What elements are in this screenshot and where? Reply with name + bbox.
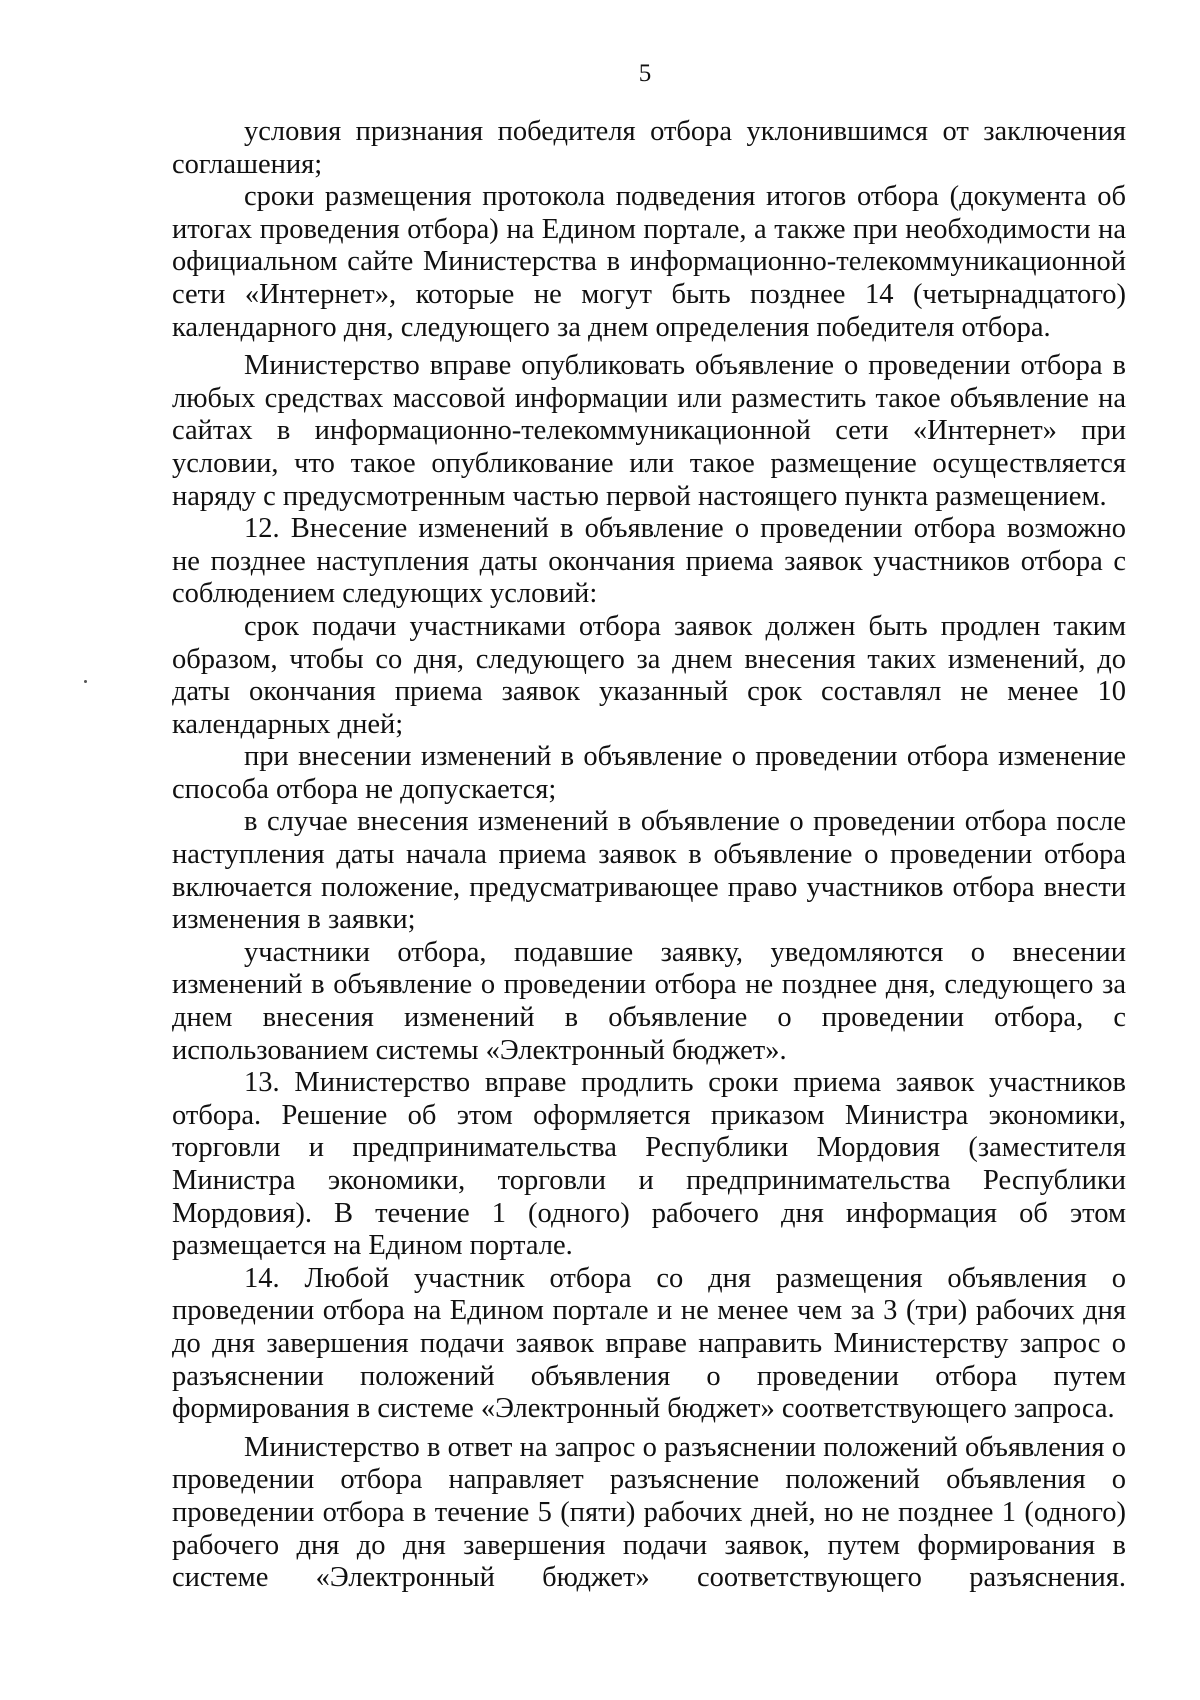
- paragraph-protocol-publication-terms: сроки размещения протокола подведения итогов отбора (документа об итогах проведения отбора) на Едином портале, а также при необходимости на официальном сайте Министерства в информационно-телекоммуникационной сети «Интернет», которые не могут быть позднее 14 (четырнадцатого) календарного дня, следующего за днем определения победителя отбора.: [172, 181, 1126, 343]
- paragraph-winner-evasion-conditions: условия признания победителя отбора уклонившимся от заключения соглашения;: [172, 116, 1126, 180]
- paragraph-item-13-term-extension: 13. Министерство вправе продлить сроки приема заявок участников отбора. Решение об этом оформляется приказом Министра экономики, торговли и предпринимательства Республики Мордовия (заместителя Министра экономики, торговли и предпринимательства Республики Мордовия). В течение 1 (одного) рабочего дня информация об этом размещается на Едином портале.: [172, 1067, 1126, 1262]
- paragraph-item-12-amendments: 12. Внесение изменений в объявление о проведении отбора возможно не позднее наступления даты окончания приема заявок участников отбора с соблюдением следующих условий:: [172, 513, 1126, 610]
- paragraph-application-changes-right: в случае внесения изменений в объявление о проведении отбора после наступления даты начала приема заявок в объявление о проведении отбора включается положение, предусматривающее право участников отбора внести изменения в заявки;: [172, 806, 1126, 936]
- document-body: [172, 116, 1126, 1595]
- paragraph-method-change-prohibited: при внесении изменений в объявление о проведении отбора изменение способа отбора не допускается;: [172, 741, 1126, 805]
- scan-speck: [84, 680, 87, 683]
- paragraph-clarification-response: Министерство в ответ на запрос о разъяснении положений объявления о проведении отбора направляет разъяснение положений объявления о проведении отбора в течение 5 (пяти) рабочих дней, но не позднее 1 (одного) рабочего дня до дня завершения подачи заявок, путем формирования в системе «Электронный бюджет» соответствующего разъяснения.: [172, 1431, 1126, 1594]
- paragraph-participants-notification: участники отбора, подавшие заявку, уведомляются о внесении изменений в объявление о проведении отбора не позднее дня, следующего за днем внесения изменений в объявление о проведении отбора, с использованием системы «Электронный бюджет».: [172, 936, 1126, 1066]
- page-number: 5: [638, 60, 652, 87]
- paragraph-item-14-clarification-request: 14. Любой участник отбора со дня размещения объявления о проведении отбора на Едином портале и не менее чем за 3 (три) рабочих дня до дня завершения подачи заявок вправе направить Министерству запрос о разъяснении положений объявления о проведении отбора путем формирования в системе «Электронный бюджет» соответствующего запроса.: [172, 1262, 1126, 1425]
- paragraph-deadline-extension: срок подачи участниками отбора заявок должен быть продлен таким образом, чтобы со дня, следующего за днем внесения таких изменений, до даты окончания приема заявок указанный срок составлял не менее 10 календарных дней;: [172, 610, 1126, 740]
- paragraph-media-publication-right: Министерство вправе опубликовать объявление о проведении отбора в любых средствах массовой информации или разместить такое объявление на сайтах в информационно-телекоммуникационной сети «Интернет» при условии, что такое опубликование или такое размещение осуществляется наряду с предусмотренным частью первой настоящего пункта размещением.: [172, 350, 1126, 512]
